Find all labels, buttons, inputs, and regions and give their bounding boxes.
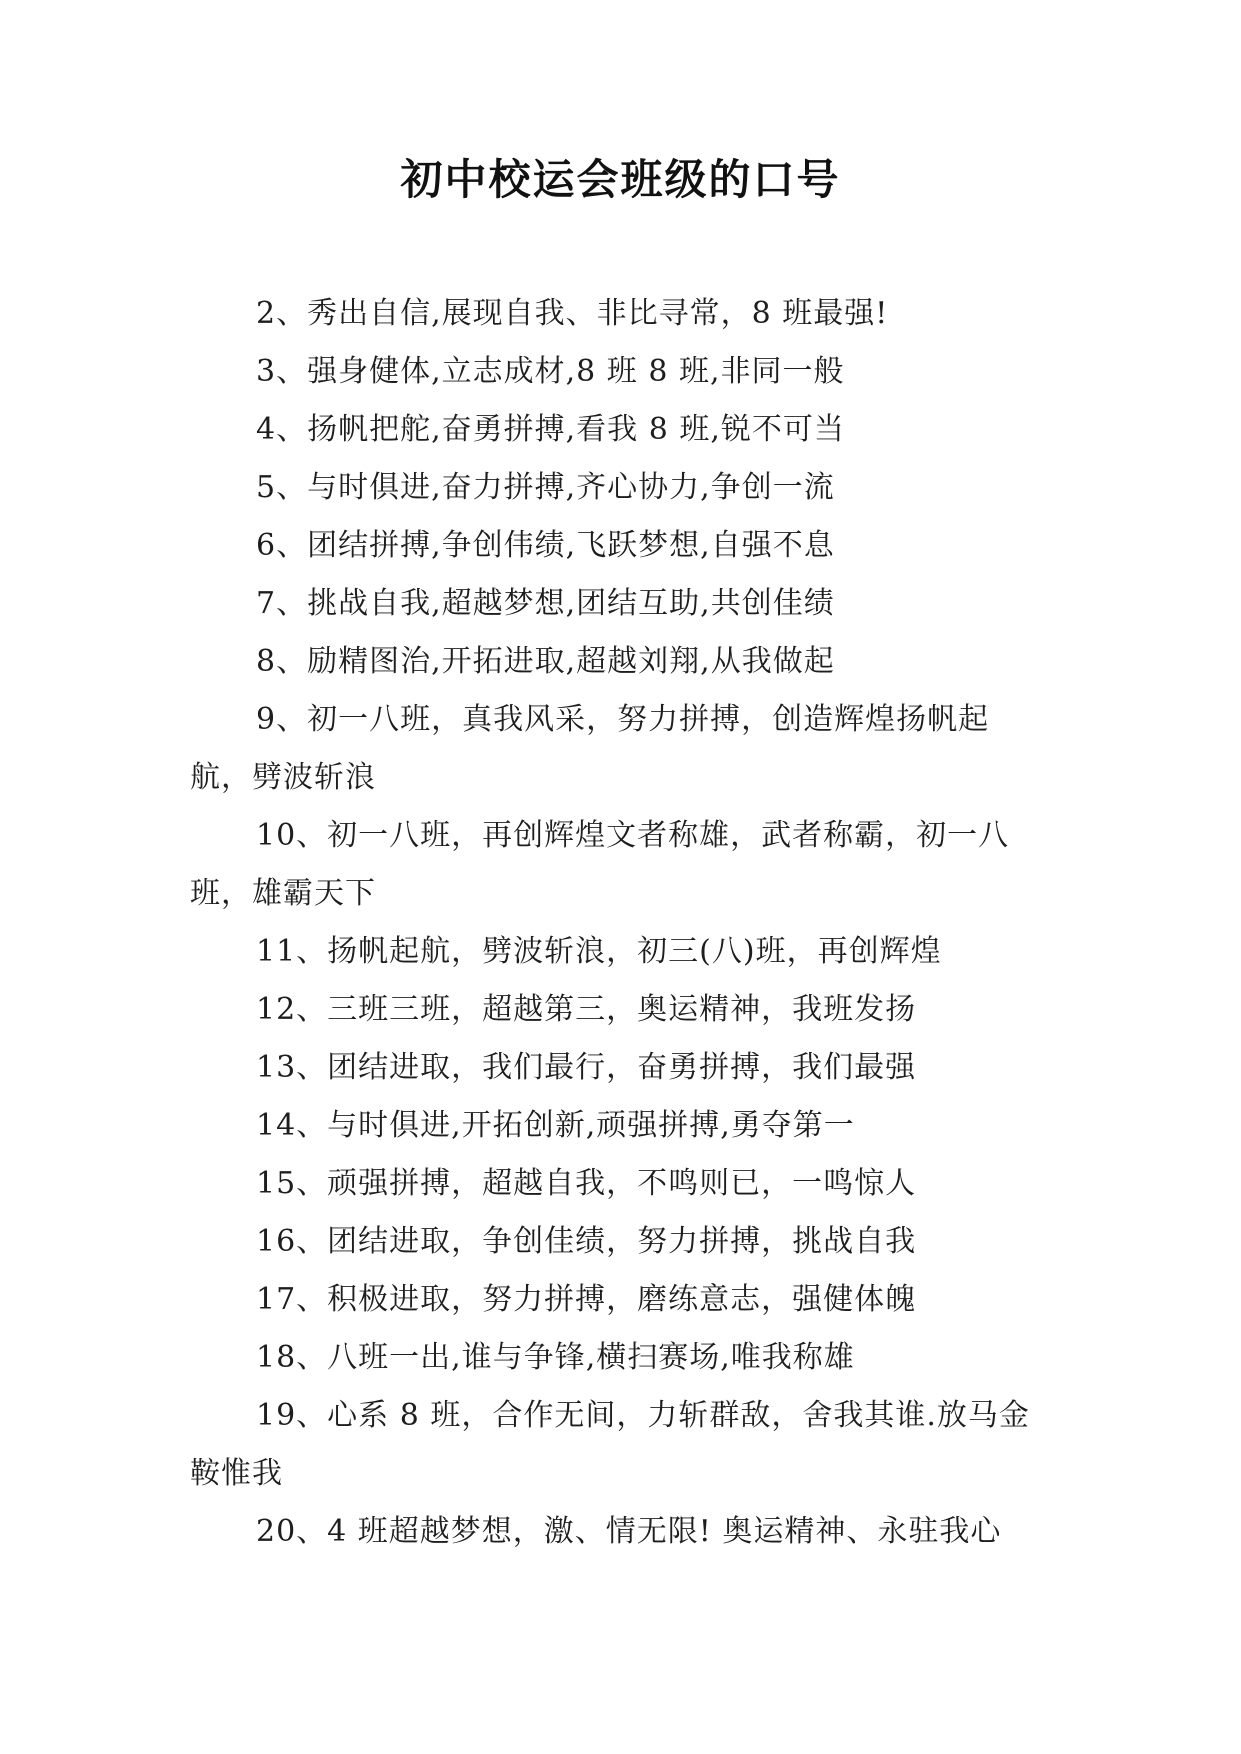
slogan-paragraph: 15、顽强拼搏，超越自我，不鸣则已，一鸣惊人	[256, 1166, 917, 1201]
slogan-paragraph: 5、与时俱进,奋力拼搏,齐心协力,争创一流	[256, 470, 835, 505]
slogan-paragraph: 4、扬帆把舵,奋勇拼搏,看我 8 班,锐不可当	[256, 412, 845, 447]
slogan-paragraph: 10、初一八班，再创辉煌文者称雄，武者称霸，初一八班，雄霸天下	[190, 818, 1010, 911]
slogan-paragraph: 2、秀出自信,展现自我、非比寻常，8 班最强!	[256, 296, 889, 331]
slogan-paragraph: 6、团结拼搏,争创伟绩,飞跃梦想,自强不息	[256, 528, 835, 563]
slogan-paragraph: 17、积极进取，努力拼搏，磨练意志，强健体魄	[256, 1282, 917, 1317]
slogan-paragraph: 9、初一八班，真我风采，努力拼搏，创造辉煌扬帆起航，劈波斩浪	[190, 702, 990, 795]
slogan-paragraph: 20、4 班超越梦想，激、情无限! 奥运精神、永驻我心	[256, 1514, 1002, 1549]
slogan-paragraph: 16、团结进取，争创佳绩，努力拼搏，挑战自我	[256, 1224, 917, 1259]
slogan-paragraph: 3、强身健体,立志成材,8 班 8 班,非同一般	[256, 354, 845, 389]
page-title: 初中校运会班级的口号	[400, 155, 841, 204]
slogan-list	[190, 285, 1050, 1561]
slogan-paragraph: 18、八班一出,谁与争锋,横扫赛场,唯我称雄	[256, 1340, 855, 1375]
slogan-paragraph: 7、挑战自我,超越梦想,团结互助,共创佳绩	[256, 586, 835, 621]
slogan-paragraph: 8、励精图治,开拓进取,超越刘翔,从我做起	[256, 644, 835, 679]
slogan-paragraph: 14、与时俱进,开拓创新,顽强拼搏,勇夺第一	[256, 1108, 855, 1143]
slogan-paragraph: 19、心系 8 班，合作无间，力斩群敌，舍我其谁.放马金鞍惟我	[190, 1398, 1030, 1491]
slogan-paragraph: 12、三班三班，超越第三，奥运精神，我班发扬	[256, 992, 917, 1027]
slogan-paragraph: 13、团结进取，我们最行，奋勇拼搏，我们最强	[256, 1050, 917, 1085]
slogan-paragraph: 11、扬帆起航，劈波斩浪，初三(八)班，再创辉煌	[256, 934, 942, 969]
